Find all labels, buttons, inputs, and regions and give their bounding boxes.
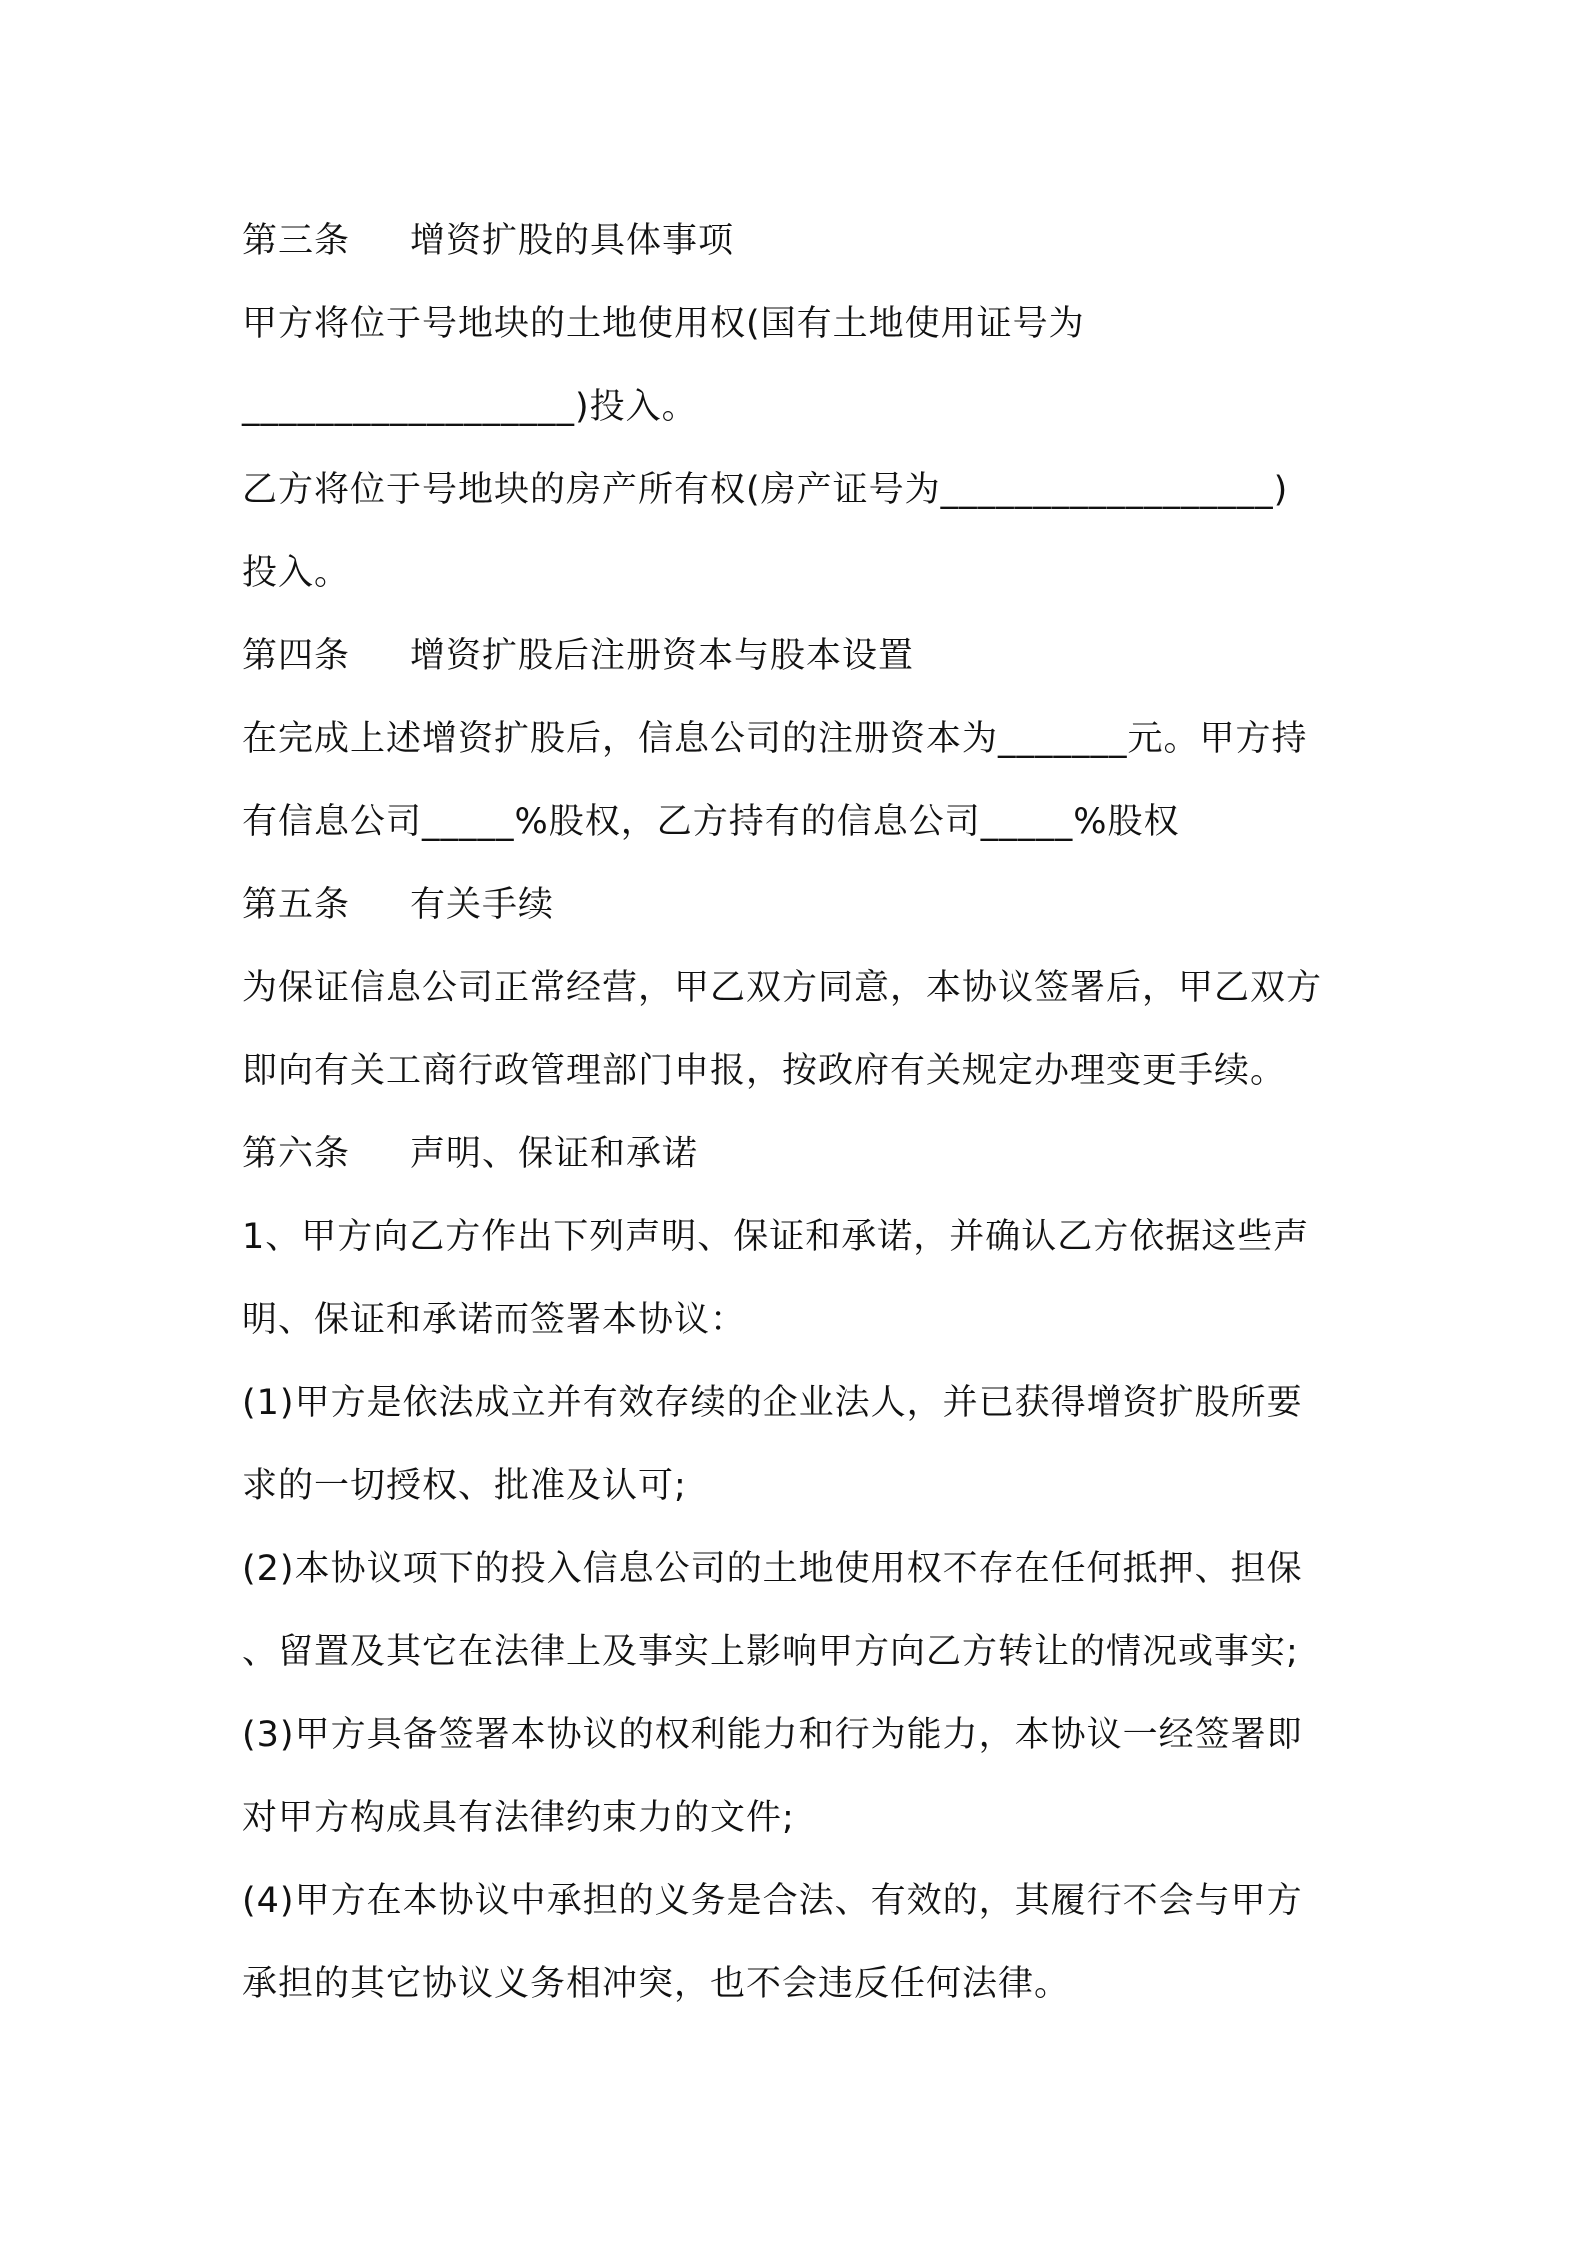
paragraph-line: 乙方将位于号地块的房产所有权(房产证号为__________________) — [242, 470, 1289, 510]
paragraph-line: (3)甲方具备签署本协议的权利能力和行为能力，本协议一经签署即 — [242, 1715, 1303, 1755]
paragraph-line: 即向有关工商行政管理部门申报，按政府有关规定办理变更手续。 — [242, 1051, 1287, 1091]
paragraph-line: 有信息公司_____%股权，乙方持有的信息公司_____%股权 — [242, 802, 1180, 842]
paragraph-line: 明、保证和承诺而签署本协议： — [242, 1300, 747, 1340]
article-4-heading — [242, 615, 1362, 698]
paragraph-line: 为保证信息公司正常经营，甲乙双方同意，本协议签署后，甲乙双方 — [242, 968, 1323, 1008]
paragraph-line: (1)甲方是依法成立并有效存续的企业法人，并已获得增资扩股所要 — [242, 1383, 1303, 1423]
article-5-number: 第五条 — [242, 885, 351, 925]
paragraph-line: 甲方将位于号地块的土地使用权(国有土地使用证号为 — [242, 304, 1085, 344]
article-5-heading — [242, 864, 1362, 947]
paragraph-line: __________________)投入。 — [242, 387, 698, 427]
article-4-number: 第四条 — [242, 636, 351, 676]
paragraph-line: (4)甲方在本协议中承担的义务是合法、有效的，其履行不会与甲方 — [242, 1881, 1303, 1921]
article-4-title: 增资扩股后注册资本与股本设置 — [410, 636, 915, 676]
article-6-heading — [242, 1113, 1362, 1196]
paragraph-line: 投入。 — [242, 553, 351, 593]
article-3-number: 第三条 — [242, 221, 351, 261]
paragraph-line: 1、甲方向乙方作出下列声明、保证和承诺，并确认乙方依据这些声 — [242, 1217, 1310, 1257]
article-5-title: 有关手续 — [410, 885, 555, 925]
paragraph-line: 对甲方构成具有法律约束力的文件; — [242, 1798, 795, 1838]
paragraph-line: (2)本协议项下的投入信息公司的土地使用权不存在任何抵押、担保 — [242, 1549, 1303, 1589]
article-6-number: 第六条 — [242, 1134, 351, 1174]
paragraph-line: 求的一切授权、批准及认可; — [242, 1466, 687, 1506]
paragraph-line: 、留置及其它在法律上及事实上影响甲方向乙方转让的情况或事实; — [242, 1632, 1299, 1672]
document-body — [242, 200, 1362, 2026]
article-6-title: 声明、保证和承诺 — [410, 1134, 699, 1174]
paragraph-line: 在完成上述增资扩股后，信息公司的注册资本为_______元。甲方持 — [242, 719, 1308, 759]
article-3-title: 增资扩股的具体事项 — [410, 221, 735, 261]
article-3-heading — [242, 200, 1362, 283]
paragraph-line: 承担的其它协议义务相冲突，也不会违反任何法律。 — [242, 1964, 1071, 2004]
